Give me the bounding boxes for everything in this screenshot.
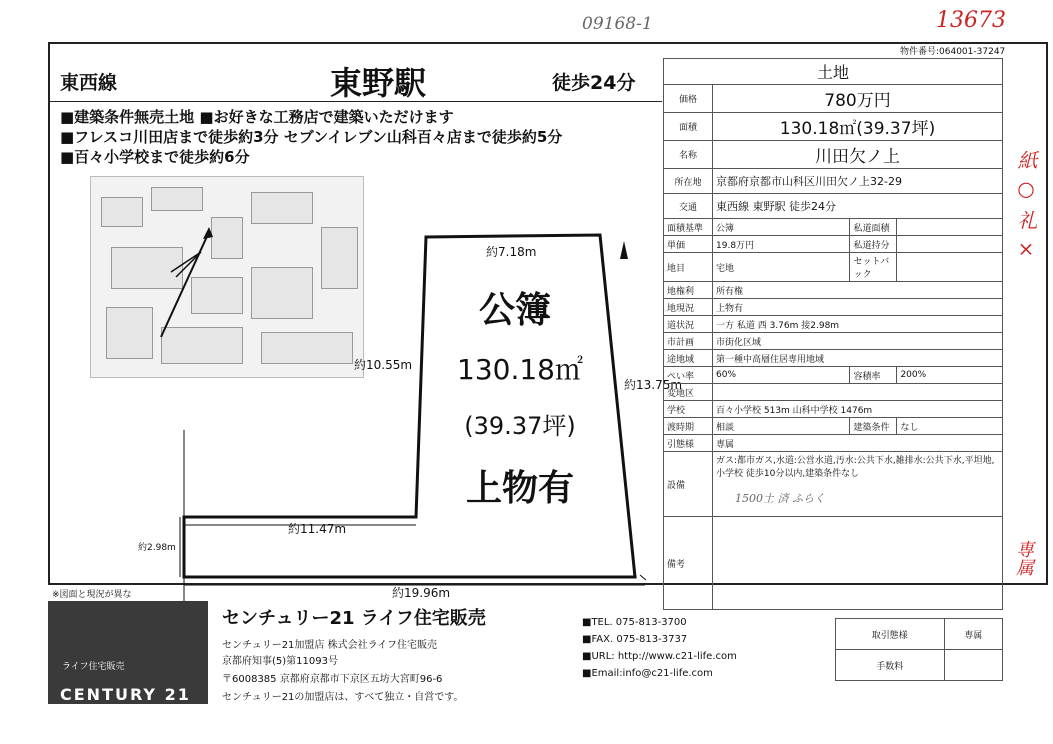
footer-logo-bottom: CENTURY 21 [60, 685, 191, 704]
bullet-2: ■フレスコ川田店まで徒歩約3分 セブンイレブン山科百々店まで徒歩約5分 [60, 128, 563, 146]
fee-label: 手数料 [836, 650, 945, 681]
detail-label: 地現況 [664, 299, 713, 316]
detail-label: 引態様 [664, 435, 713, 452]
detail-value: 専属 [713, 435, 1003, 452]
handwritten-memo: 1500土 済 ふらく [735, 492, 825, 505]
detail-value: 宅地 [713, 253, 850, 282]
detail-value: 第一種中高層住居専用地域 [713, 350, 1003, 367]
detail-value: 一方 私道 西 3.76m 接2.98m [713, 316, 1003, 333]
detail-value-2 [897, 253, 1003, 282]
dim-bottom: 約19.96m [392, 586, 451, 600]
detail-value: 所有権 [713, 282, 1003, 299]
detail-value: 19.8万円 [713, 236, 850, 253]
handwritten-top-right-number: 13673 [936, 8, 1006, 33]
dim-left: 約10.55m [354, 358, 413, 372]
handwritten-note-1: 紙 ○ [1014, 150, 1038, 201]
detail-label: 変地区 [664, 384, 713, 401]
detail-value: 百々小学校 513m 山科中学校 1476m [713, 401, 1003, 418]
transaction-side-table [835, 618, 1003, 681]
footer-fax: ■FAX. 075-813-3737 [582, 634, 688, 645]
property-id: 物件番号:064001-37247 [900, 47, 1006, 57]
plot-building-status: 上物有 [465, 468, 574, 509]
remarks-label: 備考 [664, 517, 713, 610]
plot-area-m2: 130.18㎡ [457, 353, 583, 386]
dim-mid: 約11.47m [288, 522, 347, 536]
detail-value: 市街化区域 [713, 333, 1003, 350]
footer-logo-block [48, 601, 208, 704]
dim-top: 約7.18m [486, 245, 537, 259]
transport-label: 交通 [664, 194, 713, 219]
detail-value [713, 384, 1003, 401]
detail-value: 公簿 [713, 219, 850, 236]
detail-label: 地目 [664, 253, 713, 282]
handwritten-note-2: 礼 × [1014, 210, 1038, 261]
footer-line-1: センチュリー21加盟店 株式会社ライフ住宅販売 [222, 640, 438, 651]
detail-value-2 [897, 236, 1003, 253]
area-value: 130.18㎡(39.37坪) [713, 113, 1003, 141]
footer-tel: ■TEL. 075-813-3700 [582, 617, 687, 628]
footer-email[interactable]: ■Email:info@c21-life.com [582, 668, 713, 679]
footer-line-3: 〒6008385 京都府京都市下京区五坊大宮町96-6 [222, 674, 443, 685]
address-value: 京都府京都市山科区川田欠ノ上32-29 [713, 169, 1003, 194]
detail-label: 学校 [664, 401, 713, 418]
detail-label: 道状況 [664, 316, 713, 333]
detail-label: 地権利 [664, 282, 713, 299]
property-info-table [663, 58, 1003, 610]
line-name: 東西線 [60, 72, 118, 94]
handwritten-top-number: 09168-1 [582, 14, 653, 34]
price-label: 価格 [664, 85, 713, 113]
detail-value: 60% [713, 367, 850, 384]
price-value: 780万円 [713, 85, 1003, 113]
detail-value-2 [897, 219, 1003, 236]
header-divider [48, 101, 662, 102]
detail-value: 上物有 [713, 299, 1003, 316]
detail-label: 面積基準 [664, 219, 713, 236]
footer-logo-top: ライフ住宅販売 [62, 662, 125, 672]
remarks-value [713, 517, 1003, 610]
fee-value [944, 650, 1002, 681]
detail-label-2: 建築条件 [850, 418, 897, 435]
detail-label: 単価 [664, 236, 713, 253]
transaction-type-value: 専属 [944, 619, 1002, 650]
area-label: 面積 [664, 113, 713, 141]
footer-line-2: 京都府知事(5)第11093号 [222, 656, 338, 667]
drawing-notice: ※図面と現況が異な [52, 590, 132, 600]
transport-value: 東西線 東野駅 徒歩24分 [713, 194, 1003, 219]
detail-label: 途地域 [664, 350, 713, 367]
handwritten-note-3: 専属 [1013, 540, 1034, 576]
dim-small: 約2.98m [138, 543, 176, 553]
detail-label-2: 私道持分 [850, 236, 897, 253]
facilities-label: 設備 [664, 452, 713, 517]
detail-label: 渡時期 [664, 418, 713, 435]
footer-line-4: センチュリー21の加盟店は、すべて独立・自営です。 [222, 692, 464, 703]
name-label: 名称 [664, 141, 713, 169]
detail-label-2: 容積率 [850, 367, 897, 384]
detail-value-2: 200% [897, 367, 1003, 384]
walk-time: 徒歩24分 [552, 72, 636, 94]
detail-value: 相談 [713, 418, 850, 435]
name-value: 川田欠ノ上 [713, 141, 1003, 169]
footer-company-title: センチュリー21 ライフ住宅販売 [222, 608, 486, 629]
bullet-1: ■建築条件無売土地 ■お好きな工務店で建築いただけます [60, 108, 454, 126]
detail-label-2: 私道面積 [850, 219, 897, 236]
bullet-3: ■百々小学校まで徒歩約6分 [60, 148, 250, 166]
station-name: 東野駅 [330, 64, 427, 102]
detail-label: 市計画 [664, 333, 713, 350]
address-label: 所在地 [664, 169, 713, 194]
transaction-type-label: 取引態様 [836, 619, 945, 650]
property-type: 土地 [664, 59, 1003, 85]
dim-right: 約13.75m [624, 378, 683, 392]
plot-area-tsubo: (39.37坪) [464, 412, 576, 440]
detail-value-2: なし [897, 418, 1003, 435]
facilities-value: ガス:都市ガス,水道:公営水道,汚水:公共下水,雑排水:公共下水,平坦地,小学校 徒歩10分以内,建築条件なし [713, 452, 1003, 517]
footer-url[interactable]: ■URL: http://www.c21-life.com [582, 651, 737, 662]
detail-label-2: セットバック [850, 253, 897, 282]
detail-label: ぺい率 [664, 367, 713, 384]
plot-koubo-label: 公簿 [478, 290, 551, 331]
